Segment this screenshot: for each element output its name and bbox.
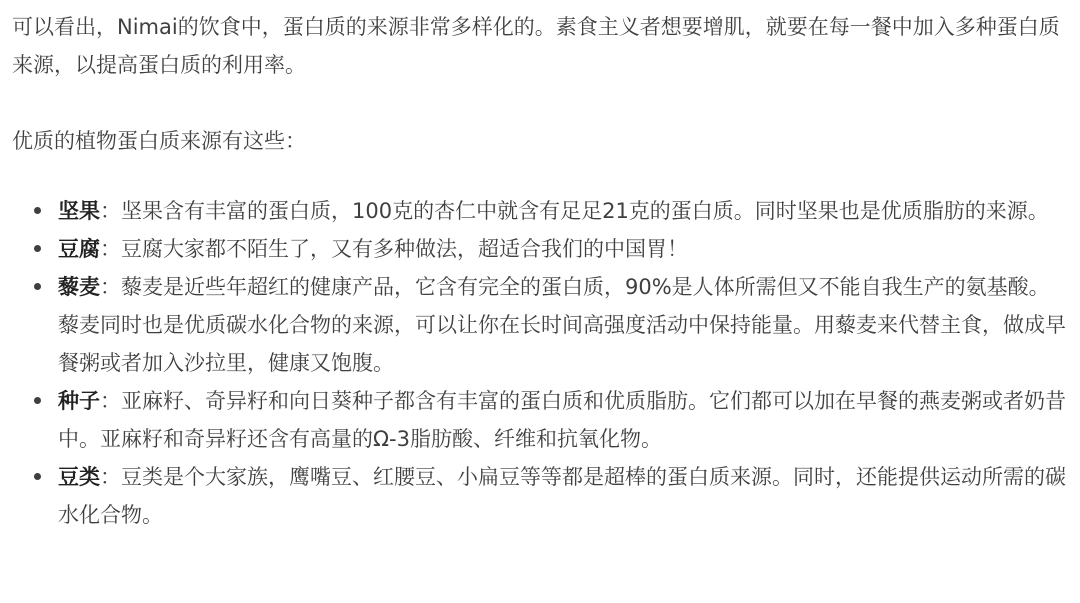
item-text: ：亚麻籽、奇异籽和向日葵种子都含有丰富的蛋白质和优质脂肪。它们都可以加在早餐的燕麦粥或者奶昔中。亚麻籽和奇异籽还含有高量的Ω-3脂肪酸、纤维和抗氧化物。 bbox=[58, 389, 1066, 451]
item-term: 种子 bbox=[58, 389, 100, 413]
item-term: 豆腐 bbox=[58, 237, 100, 261]
item-term: 坚果 bbox=[58, 199, 100, 223]
list-item bbox=[58, 382, 1066, 458]
bullet-icon bbox=[34, 207, 41, 214]
list-item bbox=[58, 268, 1066, 382]
list-item bbox=[58, 192, 1066, 230]
bullet-icon bbox=[34, 283, 41, 290]
item-text: ：藜麦是近些年超红的健康产品，它含有完全的蛋白质，90%是人体所需但又不能自我生产的氨基酸。藜麦同时也是优质碳水化合物的来源，可以让你在长时间高强度活动中保持能量。用藜麦来代替主食，做成早餐粥或者加入沙拉里，健康又饱腹。 bbox=[58, 275, 1066, 375]
item-text: ：豆腐大家都不陌生了，又有多种做法，超适合我们的中国胃！ bbox=[100, 237, 688, 261]
bullet-icon bbox=[34, 473, 41, 480]
lead-paragraph: 优质的植物蛋白质来源有这些： bbox=[12, 129, 306, 153]
item-term: 藜麦 bbox=[58, 275, 100, 299]
bullet-icon bbox=[34, 245, 41, 252]
intro-paragraph: 可以看出，Nimai的饮食中，蛋白质的来源非常多样化的。素食主义者想要增肌，就要在每一餐中加入多种蛋白质来源，以提高蛋白质的利用率。 bbox=[12, 15, 1060, 77]
item-text: ：坚果含有丰富的蛋白质，100克的杏仁中就含有足足21克的蛋白质。同时坚果也是优质脂肪的来源。 bbox=[100, 199, 1049, 223]
item-term: 豆类 bbox=[58, 465, 100, 489]
protein-source-list bbox=[12, 192, 1066, 534]
item-text: ：豆类是个大家族，鹰嘴豆、红腰豆、小扁豆等等都是超棒的蛋白质来源。同时，还能提供运动所需的碳水化合物。 bbox=[58, 465, 1066, 527]
list-item bbox=[58, 230, 1066, 268]
bullet-icon bbox=[34, 397, 41, 404]
list-item bbox=[58, 458, 1066, 534]
